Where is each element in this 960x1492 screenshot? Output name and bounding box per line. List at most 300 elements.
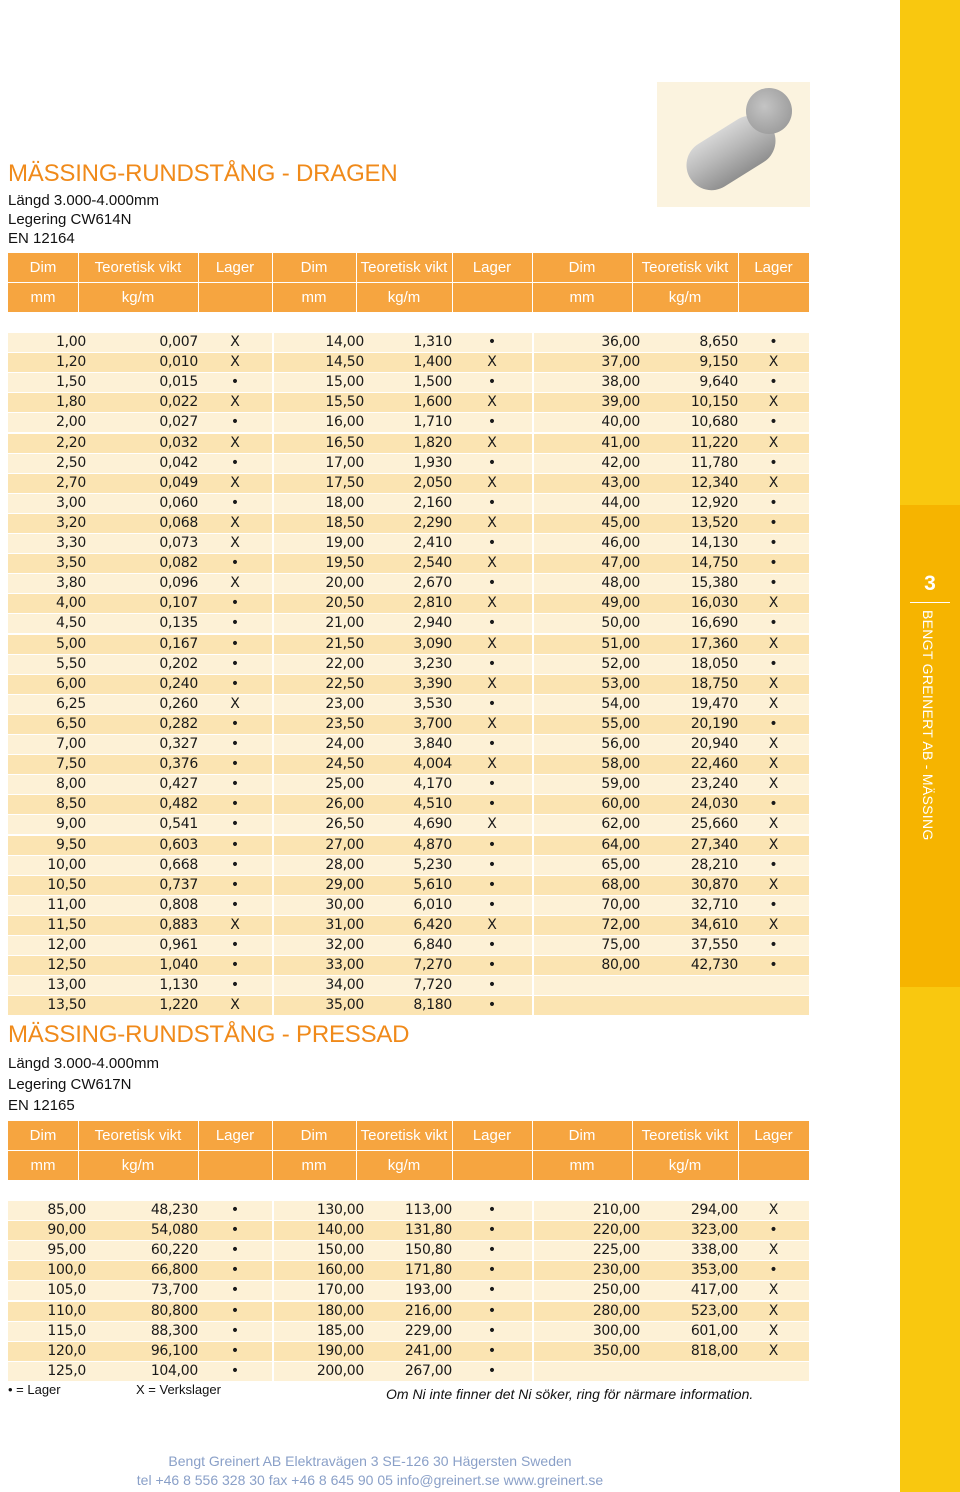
- stock-flag: •: [769, 856, 778, 873]
- dim-cell: 23,50: [325, 715, 364, 732]
- weight-cell: 0,082: [159, 555, 198, 572]
- stock-flag: X: [768, 1242, 779, 1259]
- dim-cell: 15,50: [325, 394, 364, 411]
- dim-cell: 2,00: [56, 414, 86, 431]
- weight-cell: 0,007: [159, 334, 198, 350]
- section-title-dragen: MÄSSING-RUNDSTÅNG - DRAGEN: [8, 160, 398, 187]
- stock-flag: •: [487, 334, 497, 350]
- dim-cell: 28,00: [325, 856, 364, 873]
- dim-cell: 6,50: [56, 715, 86, 732]
- dim-cell: 350,00: [592, 1342, 640, 1359]
- header-row-units: [8, 283, 809, 312]
- weight-cell: 3,230: [413, 655, 452, 672]
- table-row: [8, 434, 809, 453]
- stock-flag: •: [487, 494, 497, 511]
- stock-flag: •: [487, 575, 497, 592]
- stock-flag: •: [769, 1262, 778, 1279]
- weight-cell: 0,737: [159, 876, 198, 893]
- section-standard: EN 12164: [8, 230, 75, 247]
- dim-cell: 54,00: [601, 695, 640, 712]
- stock-flag: •: [230, 1262, 240, 1279]
- weight-cell: 0,603: [159, 836, 198, 853]
- header-cell: [198, 283, 272, 312]
- stock-flag: •: [230, 896, 240, 913]
- stock-flag: X: [487, 474, 497, 491]
- stock-flag: X: [768, 756, 779, 773]
- stock-flag: •: [230, 736, 240, 752]
- weight-cell: 417,00: [690, 1282, 738, 1299]
- stock-flag: •: [487, 454, 497, 471]
- header-cell: Teoretisk vikt: [641, 259, 729, 276]
- stock-flag: •: [230, 1302, 240, 1319]
- weight-cell: 37,550: [690, 937, 738, 953]
- stock-flag: •: [769, 514, 778, 531]
- dim-cell: 3,50: [56, 555, 86, 572]
- header-cell: mm: [30, 289, 56, 306]
- dim-cell: 110,0: [47, 1302, 86, 1319]
- dim-cell: 22,00: [325, 655, 364, 672]
- stock-flag: X: [768, 1342, 779, 1359]
- weight-cell: 4,870: [413, 836, 452, 853]
- stock-flag: •: [230, 876, 240, 893]
- stock-flag: [738, 976, 809, 995]
- header-cell: Dim: [300, 1127, 328, 1144]
- stock-flag: X: [487, 394, 497, 411]
- dim-cell: 115,0: [47, 1322, 86, 1339]
- stock-flag: •: [230, 374, 240, 391]
- dim-cell: 5,50: [56, 655, 86, 672]
- weight-cell: 2,540: [413, 555, 452, 572]
- weight-cell: 1,040: [159, 957, 198, 974]
- header-cell: Lager: [215, 259, 255, 276]
- dim-cell: 14,00: [325, 334, 364, 350]
- stock-flag: X: [768, 776, 779, 793]
- weight-cell: 1,400: [413, 354, 452, 371]
- header-column-divider: [452, 1121, 453, 1180]
- weight-cell: 17,360: [690, 635, 738, 652]
- table-row: [8, 1201, 809, 1220]
- weight-cell: 96,100: [150, 1342, 198, 1359]
- weight-cell: 1,710: [413, 414, 452, 431]
- header-cell: Lager: [472, 259, 512, 276]
- dim-cell: 40,00: [601, 414, 640, 431]
- dim-cell: 21,50: [325, 635, 364, 652]
- dim-cell: 18,00: [325, 494, 364, 511]
- dim-cell: [532, 1362, 640, 1381]
- weight-cell: 0,482: [159, 796, 198, 813]
- dim-cell: 41,00: [601, 434, 640, 451]
- weight-cell: 1,500: [413, 374, 452, 391]
- weight-cell: 267,00: [404, 1362, 452, 1379]
- weight-cell: 0,541: [159, 816, 198, 833]
- table-row: [8, 333, 809, 352]
- stock-flag: •: [230, 1242, 240, 1259]
- weight-cell: 0,022: [159, 394, 198, 411]
- dim-cell: 17,00: [325, 454, 364, 471]
- weight-cell: 0,240: [159, 675, 198, 692]
- table-row: [8, 1302, 809, 1321]
- stock-flag: X: [230, 334, 240, 350]
- stock-flag: X: [768, 394, 779, 411]
- dim-cell: 300,00: [592, 1322, 640, 1339]
- dim-cell: 170,00: [316, 1282, 364, 1299]
- table-row: [8, 1261, 809, 1280]
- stock-flag: X: [768, 675, 779, 692]
- weight-cell: 0,260: [159, 695, 198, 712]
- dim-cell: 7,00: [56, 736, 86, 752]
- stock-flag: •: [487, 1282, 497, 1299]
- stock-flag: X: [768, 474, 779, 491]
- dim-cell: 12,50: [47, 957, 86, 974]
- weight-cell: 0,376: [159, 756, 198, 773]
- weight-cell: 73,700: [150, 1282, 198, 1299]
- dim-cell: 24,00: [325, 736, 364, 752]
- dim-cell: 16,50: [325, 434, 364, 451]
- weight-cell: 16,030: [690, 595, 738, 612]
- header-cell: Teoretisk vikt: [360, 259, 448, 276]
- table-row: [8, 655, 809, 674]
- dim-cell: 22,50: [325, 675, 364, 692]
- dim-cell: 1,20: [56, 354, 86, 371]
- weight-cell: 0,135: [159, 615, 198, 632]
- dim-cell: 33,00: [325, 957, 364, 974]
- stock-flag: •: [230, 856, 240, 873]
- stock-flag: X: [768, 836, 779, 853]
- dim-cell: 32,00: [325, 937, 364, 953]
- stock-flag: •: [230, 555, 240, 572]
- dim-cell: 51,00: [601, 635, 640, 652]
- dim-cell: 20,00: [325, 575, 364, 592]
- weight-cell: 88,300: [150, 1322, 198, 1339]
- header-column-divider: [272, 253, 273, 312]
- table-row: [8, 514, 809, 533]
- weight-cell: 3,700: [413, 715, 452, 732]
- dim-cell: 10,00: [47, 856, 86, 873]
- weight-cell: 11,780: [690, 454, 738, 471]
- dim-cell: 5,00: [56, 635, 86, 652]
- stock-flag: X: [487, 514, 497, 531]
- stock-flag: •: [230, 1322, 240, 1339]
- stock-flag: •: [487, 876, 497, 893]
- weight-cell: [632, 996, 738, 1015]
- weight-cell: 18,050: [690, 655, 738, 672]
- stock-flag: •: [769, 655, 778, 672]
- stock-flag: •: [769, 896, 778, 913]
- weight-cell: 0,202: [159, 655, 198, 672]
- weight-cell: 42,730: [690, 957, 738, 974]
- dim-cell: 3,30: [56, 535, 86, 551]
- header-cell: [452, 283, 532, 312]
- header-column-divider: [632, 1121, 633, 1180]
- stock-flag: X: [768, 736, 779, 752]
- dim-cell: 55,00: [601, 715, 640, 732]
- stock-flag: •: [230, 414, 240, 431]
- dim-cell: 105,0: [47, 1282, 86, 1299]
- stock-flag: •: [487, 1262, 497, 1279]
- table-row: [8, 1221, 809, 1240]
- dim-cell: 4,50: [56, 615, 86, 632]
- section-length: Längd 3.000-4.000mm: [8, 1055, 159, 1072]
- dim-cell: 120,0: [47, 1342, 86, 1359]
- header-cell: kg/m: [668, 1157, 702, 1174]
- dim-cell: 80,00: [601, 957, 640, 974]
- header-cell: mm: [301, 289, 327, 306]
- header-cell: kg/m: [121, 289, 155, 306]
- dim-cell: [532, 996, 640, 1015]
- weight-cell: [632, 1362, 738, 1381]
- table-row: [8, 1342, 809, 1361]
- page-number: 3: [924, 572, 936, 595]
- weight-cell: 0,042: [159, 454, 198, 471]
- weight-cell: 14,750: [690, 555, 738, 572]
- weight-cell: 0,027: [159, 414, 198, 431]
- stock-flag: •: [769, 414, 778, 431]
- weight-cell: 3,390: [413, 675, 452, 692]
- weight-cell: 353,00: [690, 1262, 738, 1279]
- dim-cell: 53,00: [601, 675, 640, 692]
- dim-cell: 35,00: [325, 997, 364, 1014]
- dim-cell: 44,00: [601, 494, 640, 511]
- dim-cell: 48,00: [601, 575, 640, 592]
- weight-cell: 0,096: [159, 575, 198, 592]
- weight-cell: 0,668: [159, 856, 198, 873]
- dim-cell: 2,20: [56, 434, 86, 451]
- stock-flag: •: [487, 414, 497, 431]
- table-row: [8, 635, 809, 654]
- stock-flag: •: [230, 756, 240, 773]
- header-cell: mm: [569, 289, 595, 306]
- dim-cell: 16,00: [325, 414, 364, 431]
- stock-flag: •: [487, 374, 497, 391]
- dim-cell: 12,00: [47, 937, 86, 953]
- header-cell: mm: [30, 1157, 56, 1174]
- stock-flag: •: [487, 1222, 497, 1239]
- stock-flag: X: [230, 535, 240, 551]
- stock-flag: X: [487, 816, 497, 833]
- weight-cell: 0,107: [159, 595, 198, 612]
- table-row: [8, 594, 809, 613]
- weight-cell: 523,00: [690, 1302, 738, 1319]
- weight-cell: 0,327: [159, 736, 198, 752]
- header-column-divider: [78, 1121, 79, 1180]
- table-row: [8, 775, 809, 794]
- stock-flag: •: [769, 454, 778, 471]
- weight-cell: 0,073: [159, 535, 198, 551]
- table-header-dragen: [8, 253, 809, 312]
- stock-flag: •: [769, 374, 778, 391]
- table-row: [8, 454, 809, 473]
- dim-cell: 3,20: [56, 514, 86, 531]
- table-row: [8, 1241, 809, 1260]
- stock-flag: •: [487, 796, 497, 813]
- dim-cell: 46,00: [601, 535, 640, 551]
- weight-cell: 0,427: [159, 776, 198, 793]
- weight-cell: 32,710: [690, 896, 738, 913]
- stock-flag: •: [487, 1362, 497, 1379]
- weight-cell: 1,600: [413, 394, 452, 411]
- dim-cell: 39,00: [601, 394, 640, 411]
- dim-cell: 30,00: [325, 896, 364, 913]
- weight-cell: 7,270: [413, 957, 452, 974]
- header-cell: kg/m: [668, 289, 702, 306]
- header-row-labels: [8, 1121, 809, 1150]
- weight-cell: 171,80: [404, 1262, 452, 1279]
- weight-cell: 8,180: [413, 997, 452, 1014]
- stock-flag: X: [487, 756, 497, 773]
- section-length: Längd 3.000-4.000mm: [8, 192, 159, 209]
- dim-cell: 29,00: [325, 876, 364, 893]
- dim-cell: 3,80: [56, 575, 86, 592]
- section-alloy: Legering CW617N: [8, 1076, 132, 1093]
- weight-cell: 2,050: [413, 474, 452, 491]
- dim-cell: 59,00: [601, 776, 640, 793]
- weight-cell: 241,00: [404, 1342, 452, 1359]
- weight-cell: 1,130: [159, 977, 198, 994]
- dim-cell: 220,00: [592, 1222, 640, 1239]
- section-alloy: Legering CW614N: [8, 211, 132, 228]
- header-cell: mm: [569, 1157, 595, 1174]
- weight-cell: 10,150: [690, 394, 738, 411]
- header-column-divider: [738, 253, 739, 312]
- weight-cell: 0,961: [159, 937, 198, 953]
- stock-flag: X: [230, 514, 240, 531]
- weight-cell: 338,00: [690, 1242, 738, 1259]
- stock-flag: [738, 1362, 809, 1381]
- weight-cell: 3,090: [413, 635, 452, 652]
- weight-cell: 2,810: [413, 595, 452, 612]
- dim-cell: 34,00: [325, 977, 364, 994]
- weight-cell: 0,010: [159, 354, 198, 371]
- stock-flag: X: [768, 354, 779, 371]
- dim-cell: 58,00: [601, 756, 640, 773]
- stock-flag: •: [230, 595, 240, 612]
- weight-cell: 1,930: [413, 454, 452, 471]
- weight-cell: 2,940: [413, 615, 452, 632]
- dim-cell: 56,00: [601, 736, 640, 752]
- header-cell: kg/m: [387, 1157, 421, 1174]
- weight-cell: 80,800: [150, 1302, 198, 1319]
- table-row: [8, 393, 809, 412]
- dim-cell: 10,50: [47, 876, 86, 893]
- dim-cell: 11,50: [47, 916, 86, 933]
- stock-flag: •: [769, 796, 778, 813]
- stock-flag: •: [487, 736, 497, 752]
- dim-cell: 200,00: [316, 1362, 364, 1379]
- weight-cell: 0,068: [159, 514, 198, 531]
- stock-flag: •: [487, 997, 497, 1014]
- dim-cell: 20,50: [325, 595, 364, 612]
- header-column-divider: [356, 1121, 357, 1180]
- table-row: [8, 1362, 809, 1381]
- stock-flag: •: [230, 776, 240, 793]
- dim-cell: 90,00: [47, 1222, 86, 1239]
- table-row: [8, 735, 809, 754]
- header-cell: kg/m: [121, 1157, 155, 1174]
- dim-cell: 25,00: [325, 776, 364, 793]
- brass-rod-end-icon: [746, 88, 792, 134]
- stock-flag: •: [487, 535, 497, 551]
- dim-cell: 17,50: [325, 474, 364, 491]
- dim-cell: 62,00: [601, 816, 640, 833]
- weight-cell: 4,170: [413, 776, 452, 793]
- weight-cell: 20,940: [690, 736, 738, 752]
- table-header-pressad: [8, 1121, 809, 1180]
- stock-flag: •: [230, 615, 240, 632]
- weight-cell: 150,80: [404, 1242, 452, 1259]
- table-row: [8, 534, 809, 553]
- table-row: [8, 675, 809, 694]
- stock-flag: X: [230, 394, 240, 411]
- dim-cell: 8,50: [56, 796, 86, 813]
- weight-cell: 66,800: [150, 1262, 198, 1279]
- dim-cell: 2,50: [56, 454, 86, 471]
- weight-cell: 4,510: [413, 796, 452, 813]
- dim-cell: 26,50: [325, 816, 364, 833]
- dim-cell: 2,70: [56, 474, 86, 491]
- stock-flag: •: [769, 535, 778, 551]
- weight-cell: 18,750: [690, 675, 738, 692]
- stock-flag: •: [769, 715, 778, 732]
- dim-cell: 125,0: [47, 1362, 86, 1379]
- table-row: [8, 896, 809, 915]
- stock-flag: X: [230, 434, 240, 451]
- table-row: [8, 876, 809, 895]
- dim-cell: 37,00: [601, 354, 640, 371]
- stock-flag: •: [230, 796, 240, 813]
- weight-cell: 3,530: [413, 695, 452, 712]
- stock-flag: X: [768, 1302, 779, 1319]
- header-cell: kg/m: [387, 289, 421, 306]
- weight-cell: 11,220: [690, 434, 738, 451]
- weight-cell: 23,240: [690, 776, 738, 793]
- weight-cell: 10,680: [690, 414, 738, 431]
- stock-flag: •: [487, 856, 497, 873]
- weight-cell: 20,190: [690, 715, 738, 732]
- page-number-divider: [910, 602, 950, 603]
- header-cell: [738, 1151, 809, 1180]
- header-column-divider: [272, 1121, 273, 1180]
- stock-flag: X: [230, 474, 240, 491]
- stock-flag: X: [487, 555, 497, 572]
- stock-flag: X: [487, 595, 497, 612]
- stock-flag: •: [230, 1342, 240, 1359]
- dim-cell: 1,00: [56, 334, 86, 350]
- weight-cell: 0,060: [159, 494, 198, 511]
- dim-cell: 50,00: [601, 615, 640, 632]
- weight-cell: 0,167: [159, 635, 198, 652]
- stock-flag: •: [769, 937, 778, 953]
- dim-cell: 85,00: [47, 1202, 86, 1218]
- weight-cell: 193,00: [404, 1282, 452, 1299]
- weight-cell: 19,470: [690, 695, 738, 712]
- table-row: [8, 1281, 809, 1300]
- contact-note: Om Ni inte finner det Ni söker, ring för närmare information.: [386, 1386, 754, 1402]
- stock-flag: X: [230, 575, 240, 592]
- dim-cell: 3,00: [56, 494, 86, 511]
- dim-cell: 75,00: [601, 937, 640, 953]
- section-standard: EN 12165: [8, 1097, 75, 1114]
- weight-cell: 12,920: [690, 494, 738, 511]
- weight-cell: 0,049: [159, 474, 198, 491]
- header-column-divider: [356, 253, 357, 312]
- stock-flag: •: [769, 1222, 778, 1239]
- table-row: [8, 413, 809, 432]
- header-cell: [452, 1151, 532, 1180]
- stock-flag: •: [769, 957, 778, 974]
- dim-cell: 43,00: [601, 474, 640, 491]
- header-column-divider: [632, 253, 633, 312]
- dim-cell: 4,00: [56, 595, 86, 612]
